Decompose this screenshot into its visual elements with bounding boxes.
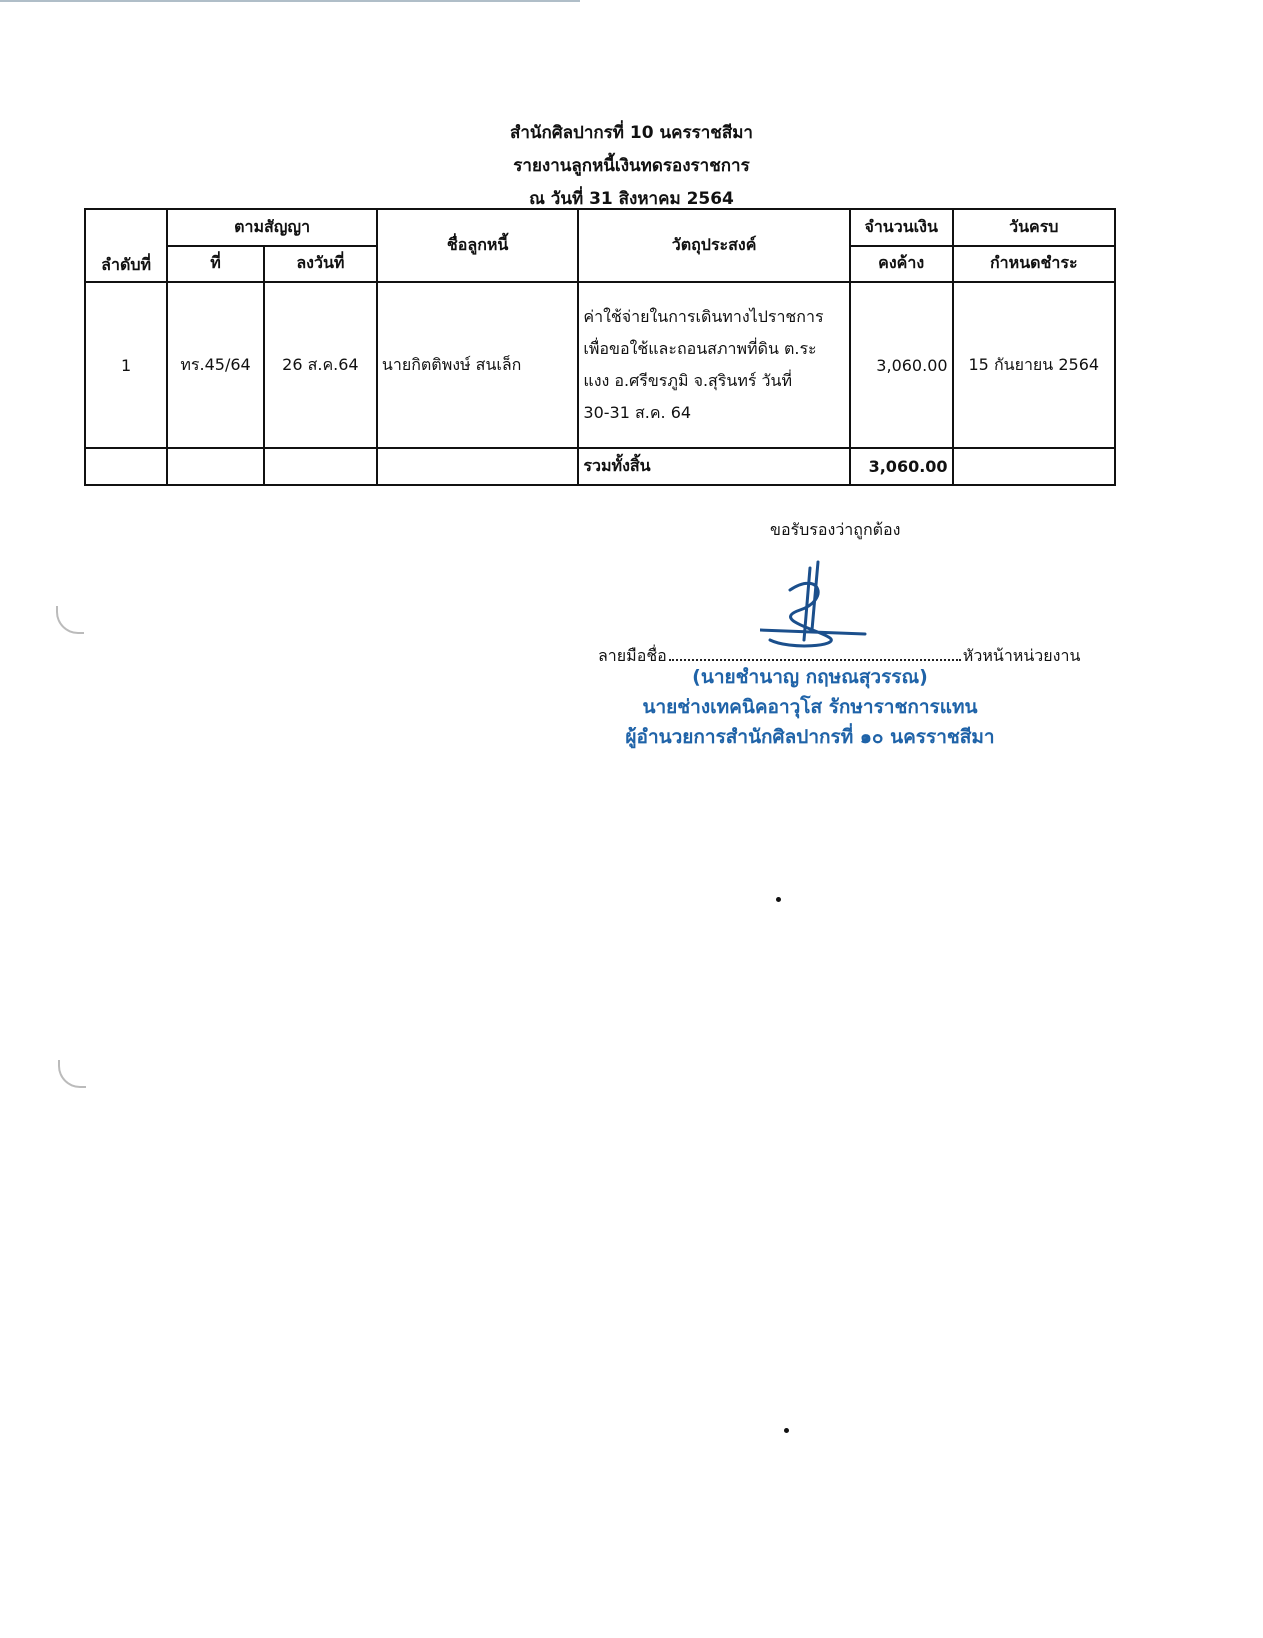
- debtor-table-container: [84, 208, 1116, 486]
- stamp-name: (นายชำนาญ กฤษณสุวรรณ): [692, 666, 928, 688]
- table-row: [85, 282, 1115, 448]
- signature-dotted-line: [669, 645, 961, 661]
- cell-empty: [953, 448, 1115, 485]
- cell-seq: 1: [85, 282, 167, 448]
- cell-purpose: [578, 282, 849, 448]
- purpose-line: เพื่อขอใช้และถอนสภาพที่ดิน ต.ระ: [583, 339, 817, 359]
- report-header: [0, 117, 1263, 216]
- scan-edge: [0, 0, 580, 2]
- punch-hole-mark: [56, 606, 84, 634]
- header-debtor: ชื่อลูกหนี้: [377, 209, 578, 282]
- report-title: รายงานลูกหนี้เงินทดรองราชการ: [513, 156, 750, 176]
- signature-suffix: หัวหน้าหน่วยงาน: [962, 646, 1081, 665]
- scan-speck: [784, 1428, 789, 1433]
- header-due-line2: กำหนดชำระ: [953, 246, 1115, 283]
- header-purpose: วัตถุประสงค์: [578, 209, 849, 282]
- purpose-line: 30-31 ส.ค. 64: [583, 403, 692, 423]
- header-amount-line1: จำนวนเงิน: [850, 209, 953, 246]
- total-label: รวมทั้งสิ้น: [578, 448, 849, 485]
- cell-amount: 3,060.00: [850, 282, 953, 448]
- header-contract-date: ลงวันที่: [264, 246, 377, 283]
- header-due-line1: วันครบ: [953, 209, 1115, 246]
- office-title: สำนักศิลปากรที่ 10 นครราชสีมา: [510, 123, 753, 143]
- cell-contract-date: 26 ส.ค.64: [264, 282, 377, 448]
- cell-empty: [85, 448, 167, 485]
- report-date: ณ วันที่ 31 สิงหาคม 2564: [529, 189, 734, 209]
- purpose-line: แงง อ.ศรีขรภูมิ จ.สุรินทร์ วันที่: [583, 371, 793, 391]
- handwritten-signature: [760, 560, 870, 650]
- stamp-title: ผู้อำนวยการสำนักศิลปากรที่ ๑๐ นครราชสีมา: [625, 726, 995, 748]
- stamp-position: นายช่างเทคนิคอาวุโส รักษาราชการแทน: [642, 696, 978, 718]
- official-stamp: [600, 662, 1020, 752]
- certification-text: ขอรับรองว่าถูกต้อง: [770, 520, 901, 539]
- debtor-table: [84, 208, 1116, 486]
- scan-speck: [776, 897, 781, 902]
- header-amount-line2: คงค้าง: [850, 246, 953, 283]
- header-contract: ตามสัญญา: [167, 209, 377, 246]
- header-seq: ลำดับที่: [85, 209, 167, 282]
- cell-debtor: นายกิตติพงษ์ สนเล็ก: [377, 282, 578, 448]
- cell-empty: [167, 448, 264, 485]
- cell-contract-no: ทร.45/64: [167, 282, 264, 448]
- cell-due-date: 15 กันยายน 2564: [953, 282, 1115, 448]
- cell-empty: [377, 448, 578, 485]
- signature-prefix: ลายมือชื่อ: [598, 646, 667, 665]
- purpose-line: ค่าใช้จ่ายในการเดินทางไปราชการ: [583, 307, 824, 327]
- header-contract-no: ที่: [167, 246, 264, 283]
- total-row: [85, 448, 1115, 485]
- cell-empty: [264, 448, 377, 485]
- total-amount: 3,060.00: [850, 448, 953, 485]
- punch-hole-mark: [58, 1060, 86, 1088]
